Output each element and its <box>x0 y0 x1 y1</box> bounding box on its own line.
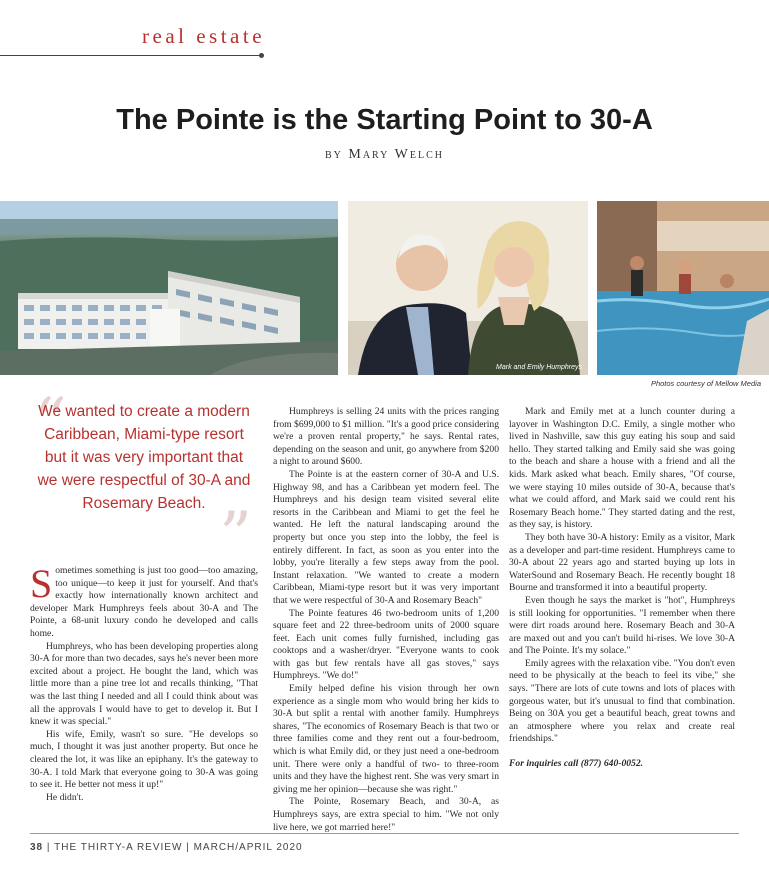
inquiries-line: For inquiries call (877) 640-0052. <box>509 758 644 770</box>
section-rule-dot <box>259 53 264 58</box>
quote-close-mark: ” <box>219 499 252 573</box>
article-column-3 <box>509 406 735 771</box>
footer-separator: | <box>46 842 51 853</box>
couple-illustration <box>348 201 588 375</box>
article-title: The Pointe is the Starting Point to 30-A <box>116 104 653 136</box>
article-column-1 <box>30 561 258 804</box>
footer-rule <box>30 833 739 834</box>
publication-name: THE THIRTY-A REVIEW <box>54 842 183 853</box>
paragraph: Humphreys is selling 24 units with the prices ranging from $699,000 to $1 million. "It's a good price considering we're a proven rental property," he says. Rental rates, depending on the season and unit, go anywhere from $200 a night to around $600. <box>273 406 500 468</box>
byline: by Mary Welch <box>325 147 444 162</box>
pull-quote <box>30 385 258 573</box>
section-rule <box>0 55 262 56</box>
paragraph: Emily agrees with the relaxation vibe. "You don't even need to be physically at the beach to feel its vibe," she says. "There are lots of cute towns and lots of places with gorgeous water, but it's unusual to find that combination. Being on 30A you get a beautiful beach, great towns and an atmosphere where you relax and create real friendships." <box>509 657 735 745</box>
paragraph-text: ometimes something is just too good—too amazing, too unique—to keep it just for yourself. And that's exactly how internationally known architect and developer Mark Humphreys feels about 30-A and The Pointe, a 68-unit luxury condo he developed and calls home. <box>30 565 258 639</box>
paragraph: Emily helped define his vision through her own experience as a single mom who would bring her kids to 30-A but split a rental with another family. Humphreys shares, "The economics of Rosemary Beach is that two or three families come and they rent out a four-bedroom, which is what Emily did, or they just need a one-bedroom unit. There were only a handful of two- to three-room units and they have the highest rent. She was very smart in giving me her opinion—because she was right." <box>273 683 499 795</box>
paragraph: His wife, Emily, wasn't so sure. "He develops so much, I thought it was just another property. But once he cleared the lot, it was like an epiphany. It's the gateway to 30-A. I told Mark that everyone going to 30-A was going to see it. He better not mess it up!" <box>30 728 258 791</box>
paragraph: Humphreys, who has been developing properties along 30-A for more than two decades, says he's never been more excited about a project. He bought the land, which was little more than a pine tree lot and recalls thinking, "That was the last thing I needed and all I could think about was all the approvals I would have to get to develop it. But I knew it was special." <box>30 640 258 728</box>
photo-pool-scene <box>597 201 769 375</box>
aerial-illustration <box>0 201 338 375</box>
section-label: real estate <box>142 24 266 48</box>
pull-quote-text: We wanted to create a modern Caribbean, Miami-type resort but it was very important that we were respectful of 30-A and Rosemary Beach. <box>37 403 251 512</box>
paragraph: They both have 30-A history: Emily as a visitor, Mark as a developer and part-time resident. Humphreys came to 30-A about 22 years ago and started buying up lots in WaterSound and Rosemary Beach. He recently bought 18 Bourne and transformed it into a beautiful property. <box>509 531 735 594</box>
footer-separator: | <box>186 842 190 853</box>
pool-illustration <box>597 201 769 375</box>
photo-couple-portrait <box>348 201 588 375</box>
paragraph <box>30 561 258 641</box>
drop-cap: S <box>30 561 53 606</box>
issue-date: MARCH/APRIL 2020 <box>193 842 303 853</box>
paragraph: The Pointe is at the eastern corner of 30-A and U.S. Highway 98, and has a Caribbean yet modern feel. The Humphreys and his design team visited several elite resorts in the Caribbean and Miami to get the feel he wanted. He left the natural landscaping around the property but once you step into the lobby, the feel is entirely different. In fact, as soon as you enter into the lobby, you're literally a few steps away from the pool. Instant relaxation. "We wanted to create a modern Caribbean, Miami-type resort but it was very important that we were respectful of 30-A and Rosemary Beach" <box>273 468 499 606</box>
paragraph: Mark and Emily met at a lunch counter during a layover in Washington D.C. Emily, a single mother who lived in Nashville, saw this guy eating his soup and said hello. They started talking and Emily said she was going to the beach and share a house with a friend and all the kids. Mark asked what beach. Emily shares, "Of course, we were staying 10 miles outside of 30-A, because that's what we could afford, and Mark said we could rent his Rosemary Beach home." They started dating and the rest, as they say, is history. <box>509 406 735 531</box>
photo-credit: Photos courtesy of Mellow Media <box>650 379 761 388</box>
photo-aerial-resort <box>0 201 338 375</box>
paragraph: The Pointe, Rosemary Beach, and 30-A, as Humphreys says, are extra special to him. "We not only live here, we got married here!" <box>273 796 499 833</box>
quote-open-mark: “ <box>34 385 67 459</box>
page-number: 38 <box>30 842 44 853</box>
paragraph: The Pointe features 46 two-bedroom units of 1,200 square feet and 22 three-bedroom units of 2000 square feet. Each unit comes fully furnished, including gas cooktops and a washer/dryer. "Everyone wants to cook with gas but few rentals have all gas stoves," says Humphreys. "We do!" <box>273 607 499 682</box>
page-footer <box>30 842 303 853</box>
article-column-2 <box>273 406 499 834</box>
photo-caption: Mark and Emily Humphreys <box>496 364 582 371</box>
paragraph: Even though he says the market is "hot", Humphreys is still looking for opportunities. "I remember when there were dirt roads around here. Rosemary Beach and 30-A are maxed out and you can't build hi-rises. We love 30-A and The Pointe. It's my solace." <box>509 594 735 657</box>
paragraph: He didn't. <box>46 791 84 803</box>
